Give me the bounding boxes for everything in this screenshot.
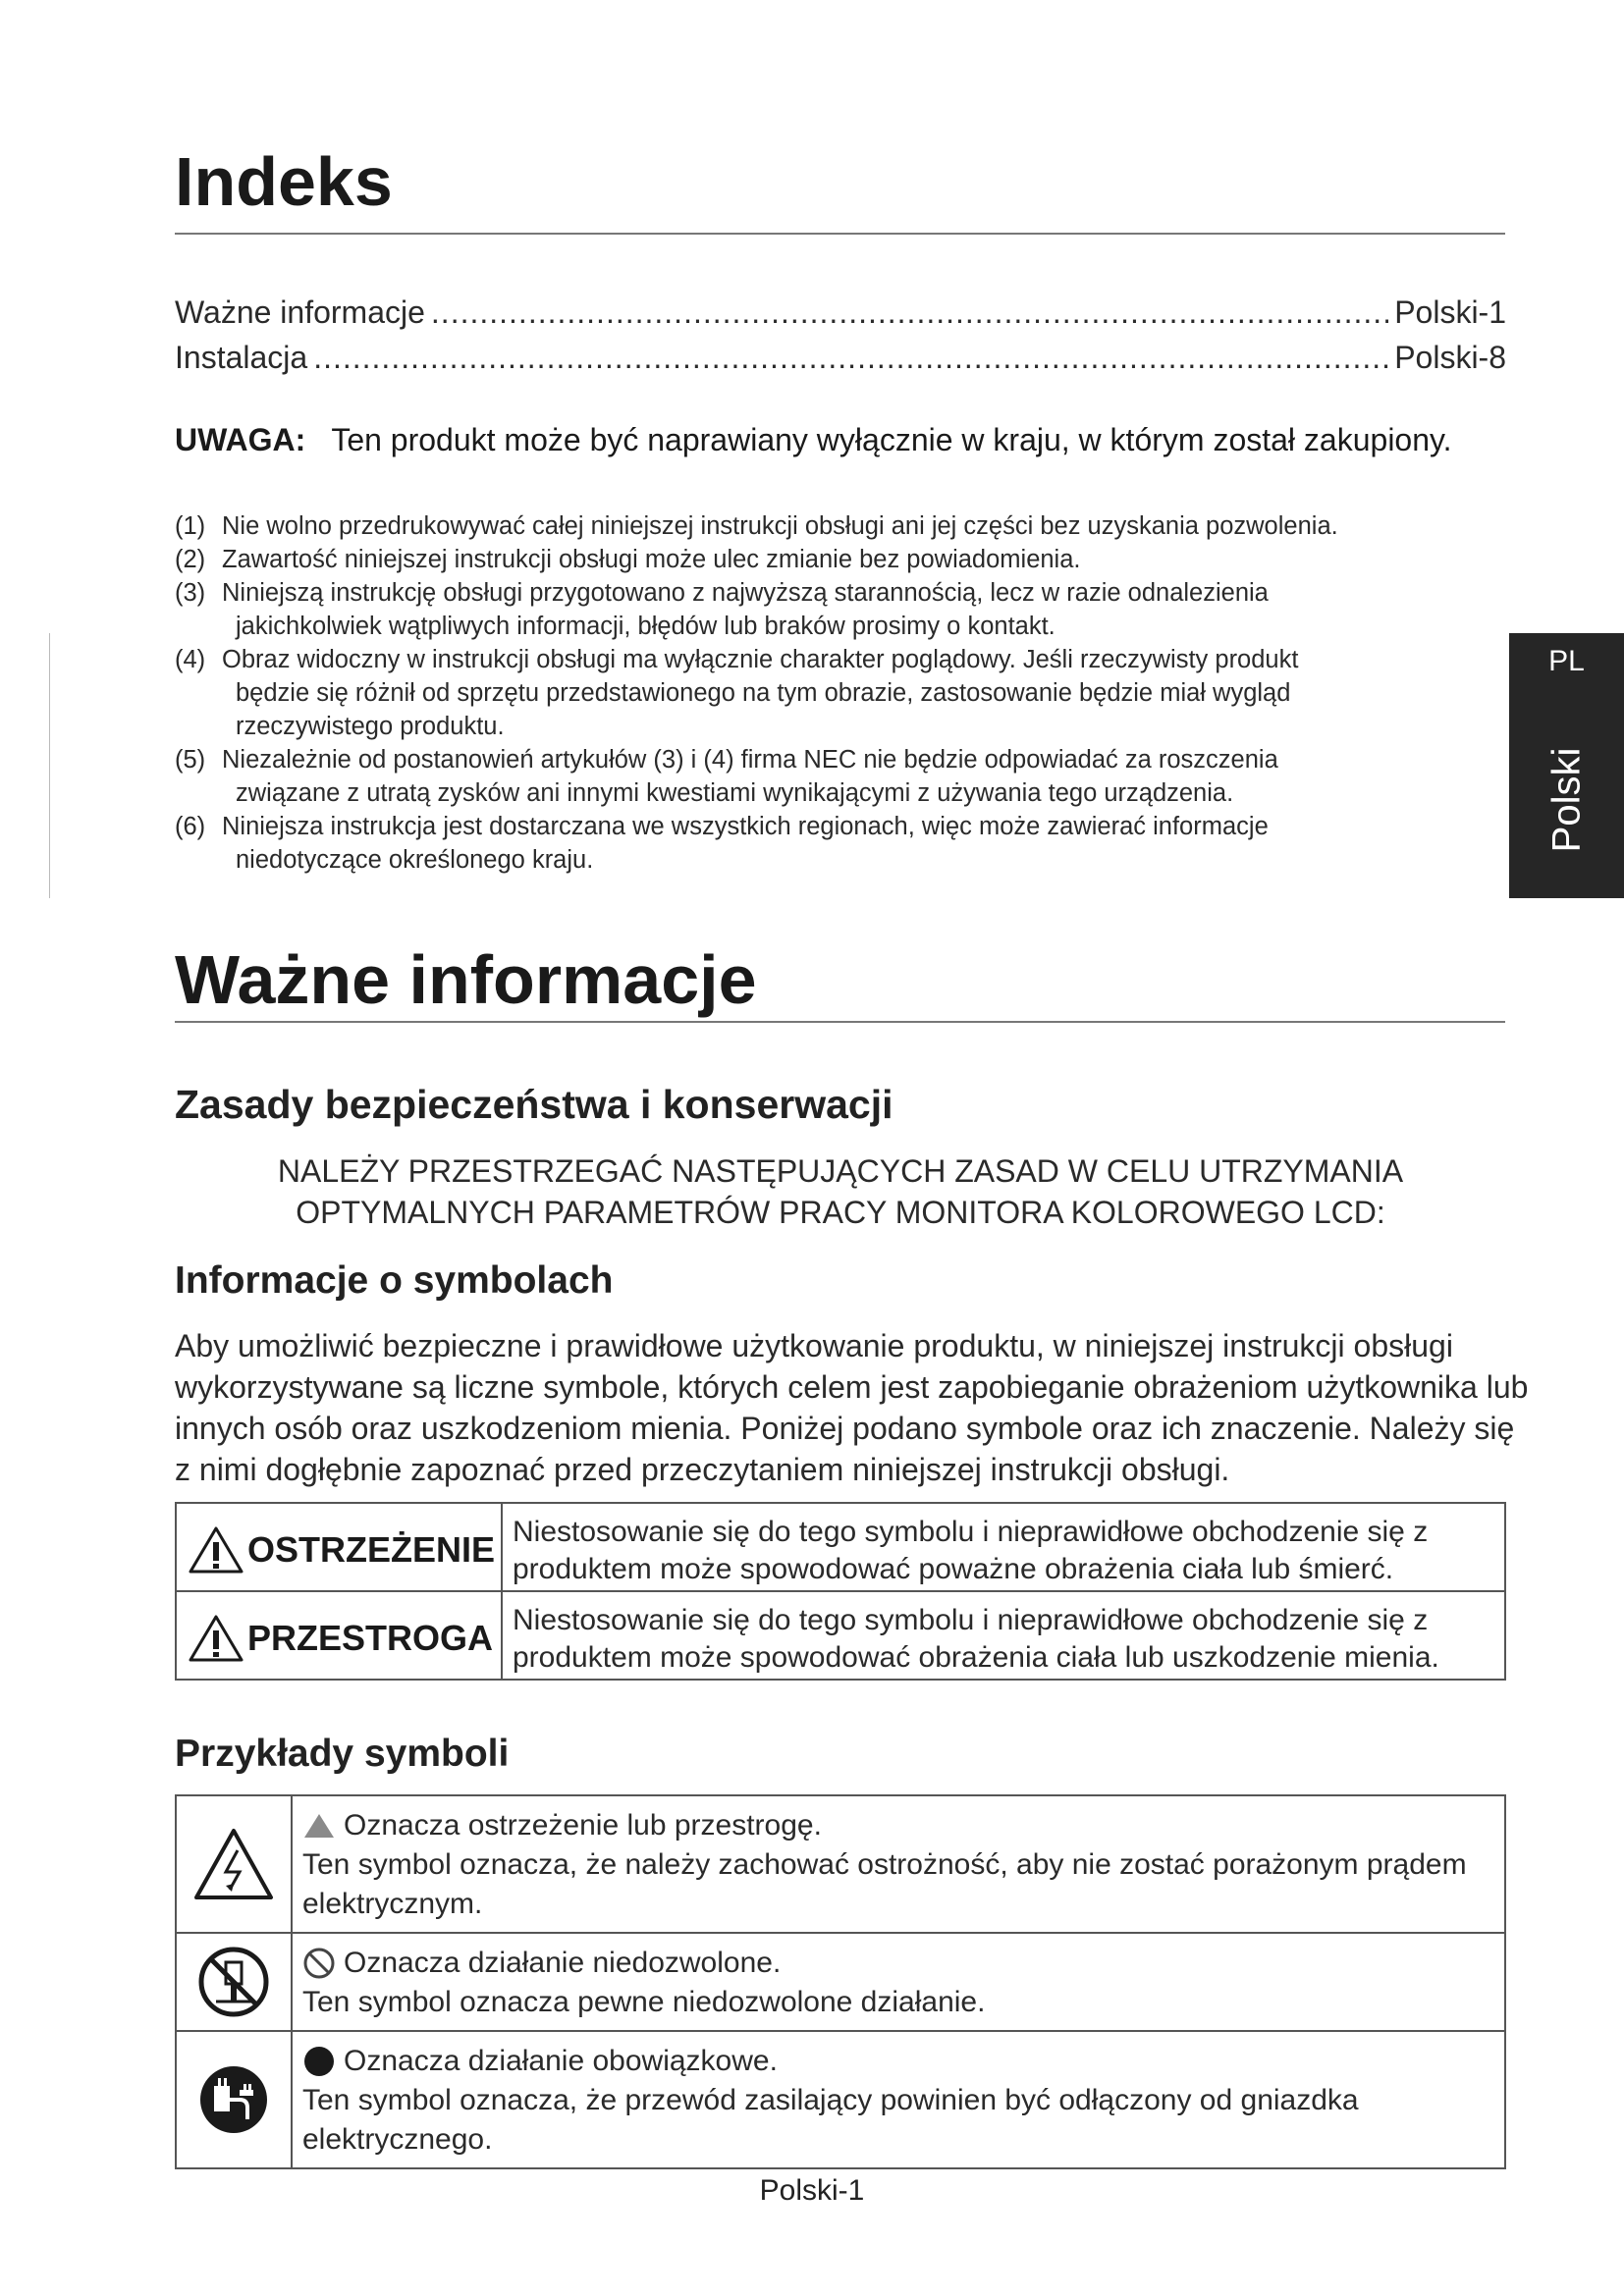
list-item-text: Niniejszą instrukcję obsługi przygotowano z najwyższą starannością, lecz w razie odnalezienia — [222, 579, 1269, 607]
table-row — [176, 1591, 1505, 1680]
repair-note — [175, 422, 1530, 458]
symbol-description: Niestosowanie się do tego symbolu i nieprawidłowe obchodzenie się z produktem może spowodować poważne obrażenia ciała lub śmierć. — [502, 1503, 1505, 1591]
list-item-number: (4) — [175, 646, 206, 673]
toc-entry-label: Ważne informacje — [175, 294, 425, 330]
language-name: Polski — [1544, 747, 1588, 853]
list-item-text: Nie wolno przedrukowywać całej niniejszej instrukcji obsługi ani jej części bez uzyskania pozwolenia. — [222, 512, 1338, 540]
index-title: Indeks — [175, 143, 393, 220]
important-info-title: Ważne informacje — [175, 941, 757, 1018]
list-item-text: Zawartość niniejszej instrukcji obsługi może ulec zmianie bez powiadomienia. — [222, 546, 1081, 573]
safety-heading: Zasady bezpieczeństwa i konserwacji — [175, 1082, 893, 1127]
triangle-icon — [302, 1812, 336, 1840]
toc-entry-page: Polski-1 — [1394, 294, 1506, 330]
list-item — [175, 576, 1481, 643]
symbols-heading: Informacje o symbolach — [175, 1259, 614, 1302]
list-item — [175, 509, 1481, 543]
list-item — [175, 743, 1481, 810]
symbol-label-cell — [176, 1591, 502, 1680]
unplug-icon — [196, 2062, 271, 2137]
list-item-number: (3) — [175, 579, 206, 607]
example-text: Ten symbol oznacza, że należy zachować ostrożność, aby nie zostać porażonym prądem elektrycznym. — [302, 1848, 1467, 1920]
important-info-rule — [175, 1021, 1505, 1023]
example-icon-cell — [176, 1795, 292, 1933]
caution-triangle-icon — [189, 1614, 244, 1663]
table-row — [176, 1795, 1505, 1933]
symbol-label: PRZESTROGA — [247, 1618, 494, 1658]
symbols-paragraph: Aby umożliwić bezpieczne i prawidłowe użytkowanie produktu, w niniejszej instrukcji obsługi wykorzystywane są liczne symbole, których celem jest zapobieganie obrażeniom użytkownika lub innych osób oraz uszkodzeniom mienia. Poniżej podano symbole oraz ich znaczenie. Należy się z nimi dogłębnie zapoznać przed przeczytaniem niniejszej instrukcji obsługi. — [175, 1328, 1529, 1487]
table-row — [176, 1503, 1505, 1591]
list-item-text: Niniejsza instrukcja jest dostarczana we wszystkich regionach, więc może zawierać informacje — [222, 813, 1269, 840]
list-item-continuation: niedotyczące określonego kraju. — [236, 846, 594, 874]
list-item-text: Obraz widoczny w instrukcji obsługi ma wyłącznie charakter poglądowy. Jeśli rzeczywisty produkt — [222, 646, 1299, 673]
example-icon-cell — [176, 1933, 292, 2031]
list-item — [175, 810, 1481, 877]
list-item — [175, 543, 1481, 576]
example-text: Ten symbol oznacza, że przewód zasilający powinien być odłączony od gniazdka elektrycznego. — [302, 2084, 1359, 2156]
language-code: PL — [1548, 645, 1585, 677]
examples-heading: Przykłady symboli — [175, 1733, 510, 1775]
list-item-continuation: będzie się różnił od sprzętu przedstawionego na tym obrazie, zastosowanie będzie miał wygląd rzeczywistego produktu. — [236, 679, 1291, 740]
example-description — [292, 1933, 1505, 2031]
toc-entry[interactable] — [175, 340, 1506, 385]
symbol-meaning-table — [175, 1502, 1506, 1681]
toc-entry-label: Instalacja — [175, 340, 308, 375]
filled-circle-icon — [302, 2045, 336, 2078]
toc-leader-dots — [313, 340, 1388, 376]
electric-shock-warning-icon — [192, 1827, 275, 1901]
list-item-number: (2) — [175, 546, 206, 573]
symbol-label-cell — [176, 1503, 502, 1591]
list-item-number: (6) — [175, 813, 206, 840]
language-tab[interactable] — [1509, 633, 1624, 898]
example-title: Oznacza ostrzeżenie lub przestrogę. — [344, 1809, 822, 1842]
prohibition-icon — [302, 1947, 336, 1980]
example-title: Oznacza działanie niedozwolone. — [344, 1947, 782, 1979]
table-of-contents — [175, 294, 1506, 385]
numbered-notices — [175, 509, 1481, 877]
warning-triangle-icon — [189, 1525, 244, 1575]
list-item-number: (5) — [175, 746, 206, 774]
table-row — [176, 2031, 1505, 2168]
note-text: Ten produkt może być naprawiany wyłącznie w kraju, w którym został zakupiony. — [331, 422, 1452, 457]
list-item-number: (1) — [175, 512, 206, 540]
do-not-disassemble-icon — [196, 1945, 271, 2019]
list-item-continuation: jakichkolwiek wątpliwych informacji, błędów lub braków prosimy o kontakt. — [236, 613, 1056, 640]
list-item-continuation: związane z utratą zysków ani innymi kwestiami wynikającymi z używania tego urządzenia. — [236, 779, 1234, 807]
symbol-description: Niestosowanie się do tego symbolu i nieprawidłowe obchodzenie się z produktem może spowodować obrażenia ciała lub uszkodzenie mienia. — [502, 1591, 1505, 1680]
example-text: Ten symbol oznacza pewne niedozwolone działanie. — [302, 1986, 986, 2018]
index-title-rule — [175, 233, 1505, 235]
list-item — [175, 643, 1481, 743]
toc-entry[interactable] — [175, 294, 1506, 340]
margin-line — [49, 633, 50, 898]
page-number: Polski-1 — [759, 2174, 865, 2207]
symbol-examples-table — [175, 1794, 1506, 2169]
list-item-text: Niezależnie od postanowień artykułów (3) i (4) firma NEC nie będzie odpowiadać za roszczenia — [222, 746, 1278, 774]
example-icon-cell — [176, 2031, 292, 2168]
toc-entry-page: Polski-8 — [1394, 340, 1506, 375]
note-label: UWAGA: — [175, 422, 306, 457]
example-title: Oznacza działanie obowiązkowe. — [344, 2045, 778, 2077]
example-description — [292, 2031, 1505, 2168]
example-description — [292, 1795, 1505, 1933]
toc-leader-dots — [431, 294, 1388, 331]
table-row — [176, 1933, 1505, 2031]
symbol-label: OSTRZEŻENIE — [247, 1529, 496, 1570]
safety-instructions-caps: NALEŻY PRZESTRZEGAĆ NASTĘPUJĄCYCH ZASAD W CELU UTRZYMANIA OPTYMALNYCH PARAMETRÓW PRACY MONITORA KOLOROWEGO LCD: — [277, 1153, 1404, 1230]
